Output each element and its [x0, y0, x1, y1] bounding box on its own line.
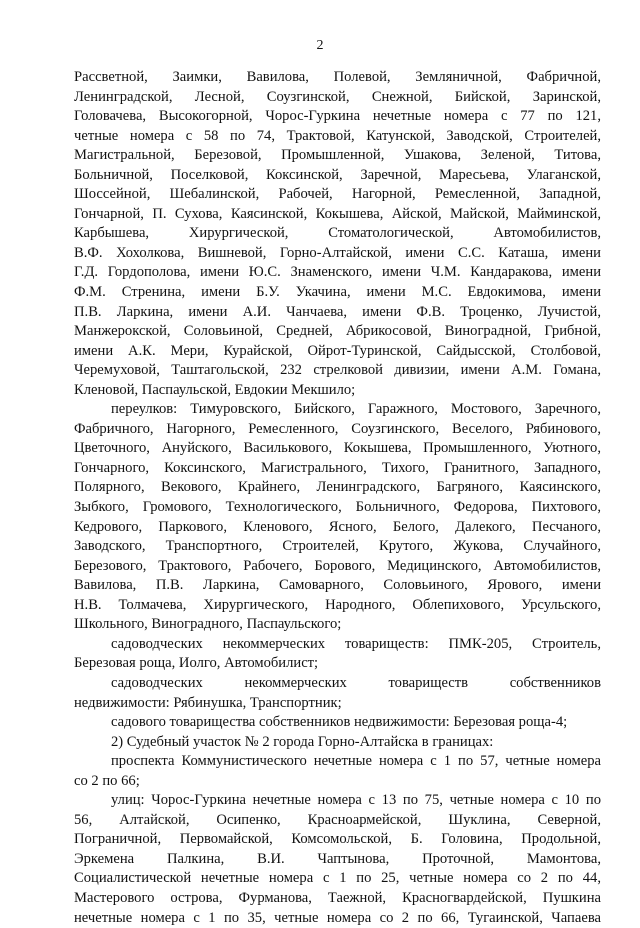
text-line: Цветочного, Ануйского, Василькового, Кокышева, Промышленного, Уютного,: [74, 440, 601, 457]
text-line: со 2 по 66;: [74, 772, 140, 789]
text-line: Шоссейной, Шебалинской, Рабочей, Нагорной, Ремесленной, Западной,: [74, 186, 601, 203]
text-line: Пограничной, Первомайской, Комсомольской, Б. Головина, Продольной,: [74, 831, 601, 848]
text-line: Г.Д. Гордополова, имени Ю.С. Знаменского, имени Ч.М. Кандаракова, имени: [74, 264, 601, 281]
page-number: 2: [316, 38, 324, 53]
text-line: Зыбкого, Громового, Технологического, Больничного, Федорова, Пихтового,: [74, 499, 601, 516]
text-line: Магистральной, Березовой, Промышленной, Ушакова, Зеленой, Титова,: [74, 147, 601, 164]
text-line: имени А.К. Мери, Курайской, Ойрот-Туринской, Сайдысской, Столбовой,: [74, 342, 601, 359]
text-line: Черемуховой, Таштагольской, 232 стрелковой дивизии, имени А.М. Гомана,: [74, 362, 601, 379]
text-line: Гончарного, Коксинского, Магистрального, Тихого, Гранитного, Западного,: [74, 459, 601, 476]
text-line: Школьного, Виноградного, Паспаульского;: [74, 616, 342, 633]
text-line: 2) Судебный участок № 2 города Горно-Алтайска в границах:: [111, 733, 494, 750]
text-line: Н.В. Толмачева, Хирургического, Народного, Облепихового, Урсульского,: [74, 596, 601, 613]
text-line: садового товарищества собственников недвижимости: Березовая роща-4;: [111, 714, 568, 731]
text-line: садоводческих некоммерческих товариществ: ПМК-205, Строитель,: [111, 635, 601, 652]
text-line: Социалистической нечетные номера с 1 по 25, четные номера со 2 по 44,: [74, 870, 601, 887]
text-line: Мастерового острова, Фурманова, Таежной, Красногвардейской, Пушкина: [74, 889, 601, 906]
text-line: недвижимости: Рябинушка, Транспортник;: [74, 694, 342, 711]
text-line: Вавилова, П.В. Ларкина, Самоварного, Соловьиного, Ярового, имени: [74, 577, 601, 594]
text-line: нечетные номера с 1 по 35, четные номера со 2 по 66, Тугаинской, Чапаева: [74, 909, 601, 926]
text-line: Манжерокской, Соловьиной, Средней, Абрикосовой, Виноградной, Грибной,: [74, 323, 601, 340]
text-line: переулков: Тимуровского, Бийского, Гаражного, Мостового, Заречного,: [111, 401, 601, 418]
text-line: Головачева, Высокогорной, Чорос-Гуркина нечетные номера с 77 по 121,: [74, 108, 601, 125]
text-line: П.В. Ларкина, имени А.И. Чанчаева, имени Ф.В. Троценко, Лучистой,: [74, 303, 601, 320]
text-line: Кедрового, Паркового, Кленового, Ясного, Белого, Далекого, Песчаного,: [74, 518, 601, 535]
text-line: садоводческих некоммерческих товариществ собственников: [111, 674, 601, 691]
text-line: Полярного, Векового, Крайнего, Ленинградского, Багряного, Каясинского,: [74, 479, 601, 496]
text-line: четные номера с 58 по 74, Трактовой, Катунской, Заводской, Строителей,: [74, 127, 601, 144]
text-line: Фабричного, Нагорного, Ремесленного, Соузгинского, Веселого, Рябинового,: [74, 420, 601, 437]
text-line: Гончарной, П. Сухова, Каясинской, Кокышева, Айской, Майской, Майминской,: [74, 205, 601, 222]
text-line: 56, Алтайской, Осипенко, Красноармейской, Шуклина, Северной,: [74, 811, 601, 828]
text-line: Кленовой, Паспаульской, Евдокии Мекшило;: [74, 381, 356, 398]
text-line: Березового, Трактового, Рабочего, Борового, Медицинского, Автомобилистов,: [74, 557, 601, 574]
text-line: проспекта Коммунистического нечетные номера с 1 по 57, четные номера: [111, 753, 601, 770]
text-line: Заводского, Транспортного, Строителей, Крутого, Жукова, Случайного,: [74, 538, 601, 555]
text-line: Эркемена Палкина, В.И. Чаптынова, Проточной, Мамонтова,: [74, 850, 601, 867]
text-line: Рассветной, Заимки, Вавилова, Полевой, Земляничной, Фабричной,: [74, 69, 601, 85]
text-line: Ленинградской, Лесной, Соузгинской, Снежной, Бийской, Заринской,: [74, 88, 601, 105]
text-line: В.Ф. Хохолкова, Вишневой, Горно-Алтайской, имени С.С. Каташа, имени: [74, 244, 601, 261]
text-line: Березовая роща, Иолго, Автомобилист;: [74, 655, 319, 672]
text-line: Карбышева, Хирургической, Стоматологической, Автомобилистов,: [74, 225, 601, 242]
document-body: [74, 68, 601, 928]
text-line: улиц: Чорос-Гуркина нечетные номера с 13 по 75, четные номера с 10 по: [111, 792, 601, 809]
text-line: Ф.М. Стренина, имени Б.У. Укачина, имени М.С. Евдокимова, имени: [74, 284, 601, 301]
text-line: Больничной, Поселковой, Коксинской, Заречной, Маресьева, Улаганской,: [74, 166, 601, 183]
